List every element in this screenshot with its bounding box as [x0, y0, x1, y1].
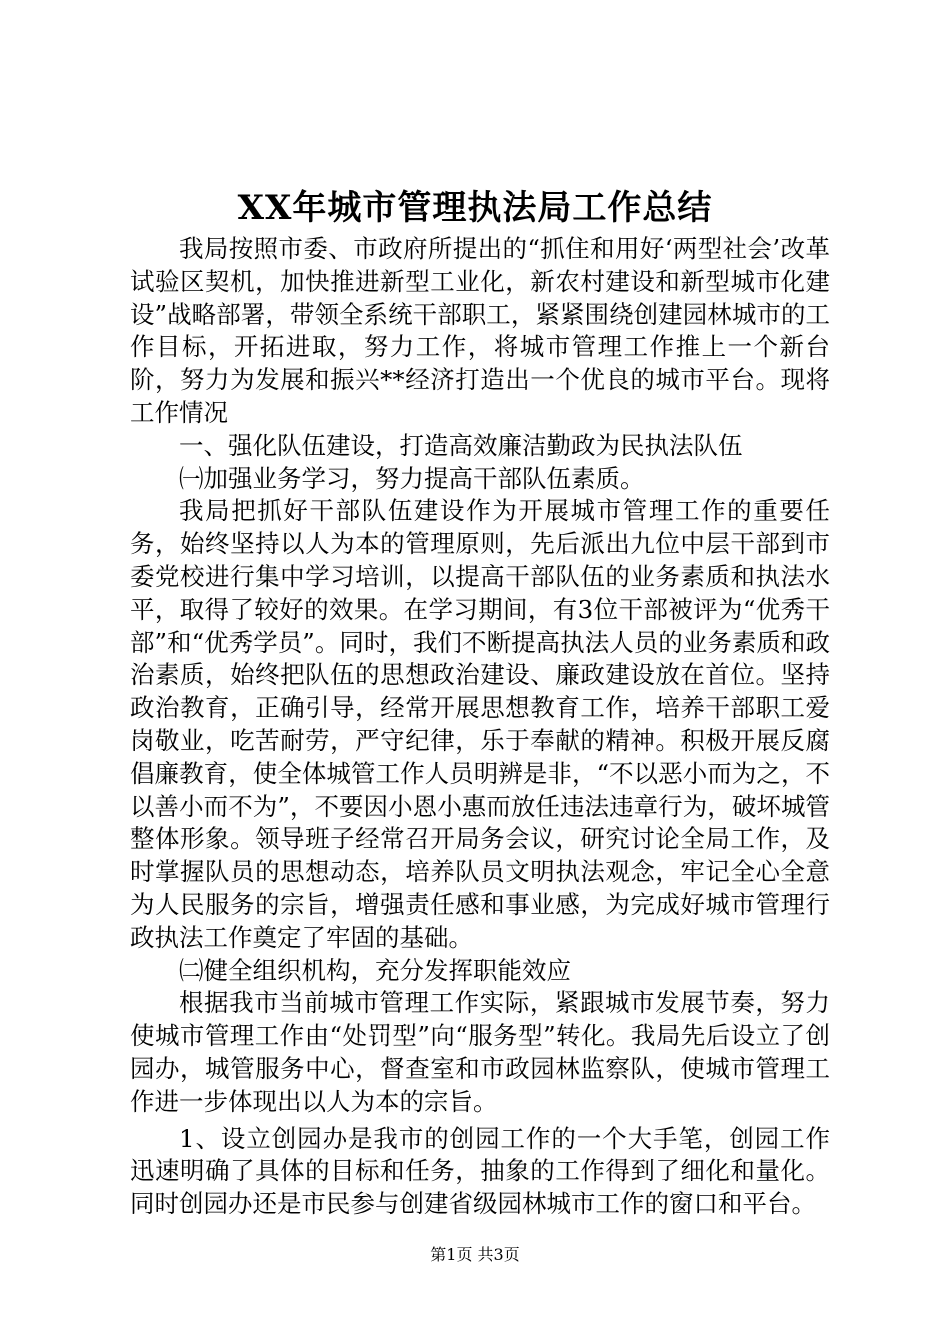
subsection-heading-1: ㈠加强业务学习，努力提高干部队伍素质。: [179, 463, 645, 493]
paragraph-team-building: 我局把抓好干部队伍建设作为开展城市管理工作的重要任务，始终坚持以人为本的管理原则，先后派出九位中层干部到市委党校进行集中学习培训，以提高干部队伍的业务素质和执法水平，取得了较好的效果。在学习期间，有3位干部被评为“优秀干部”和“优秀学员”。同时，我们不断提高执法人员的业务素质和政治素质，始终把队伍的思想政治建设、廉政建设放在首位。坚持政治教育，正确引导，经常开展思想教育工作，培养干部职工爱岗敬业，吃苦耐劳，严守纪律，乐于奉献的精神。积极开展反腐倡廉教育，使全体城管工作人员明辨是非，“不以恶小而为之，不以善小而不为”，不要因小恩小惠而放任违法违章行为，破坏城管整体形象。领导班子经常召开局务会议，研究讨论全局工作，及时掌握队员的思想动态，培养队员文明执法观念，牢记全心全意为人民服务的宗旨，增强责任感和事业感，为完成好城市管理行政执法工作奠定了牢固的基础。: [130, 496, 830, 952]
page-footer: 第1页 共3页: [430, 1245, 520, 1264]
subsection-heading-2: ㈡健全组织机构，充分发挥职能效应: [179, 955, 571, 985]
paragraph-organization: 根据我市当前城市管理工作实际，紧跟城市发展节奏，努力使城市管理工作由“处罚型”向“服务型”转化。我局先后设立了创园办，城管服务中心，督查室和市政园林监察队，使城市管理工作进一步体现出以人为本的宗旨。: [130, 988, 830, 1116]
document-body: [130, 233, 830, 1221]
paragraph-item-1: 1、设立创园办是我市的创园工作的一个大手笔，创园工作迅速明确了具体的目标和任务，抽象的工作得到了细化和量化。同时创园办还是市民参与创建省级园林城市工作的窗口和平台。: [130, 1123, 830, 1219]
paragraph-intro: 我局按照市委、市政府所提出的“抓住和用好‘两型社会’改革试验区契机，加快推进新型工业化，新农村建设和新型城市化建设”战略部署，带领全系统干部职工，紧紧围绕创建园林城市的工作目标，开拓进取，努力工作，将城市管理工作推上一个新台阶，努力为发展和振兴**经济打造出一个优良的城市平台。现将工作情况: [130, 234, 830, 427]
document-title: XX年城市管理执法局工作总结: [237, 188, 713, 228]
section-heading-1: 一、强化队伍建设，打造高效廉洁勤政为民执法队伍: [179, 430, 743, 460]
